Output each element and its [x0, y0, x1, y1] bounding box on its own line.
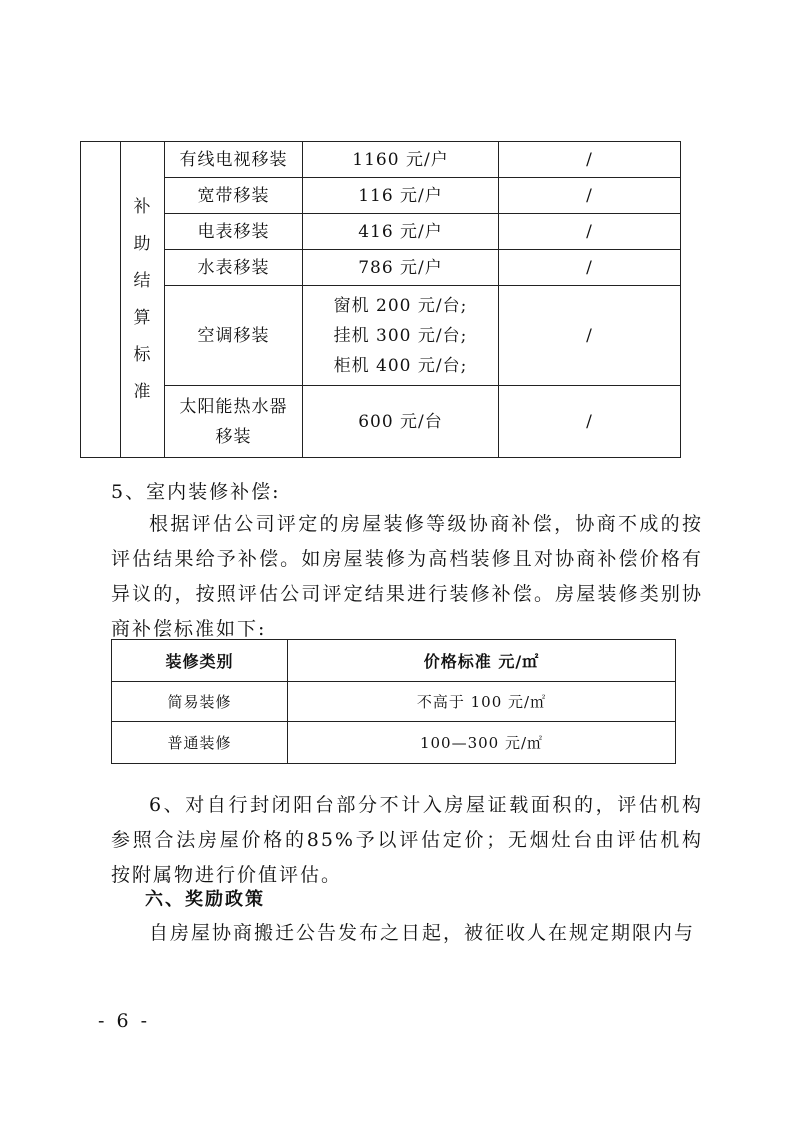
category-char: 助: [133, 233, 152, 254]
table-cell: 普通装修: [112, 722, 288, 764]
note-cell: /: [499, 250, 681, 286]
table-cell: 不高于 100 元/㎡: [288, 682, 676, 722]
item-cell: [165, 386, 303, 458]
price-line: 挂机 300 元/台;: [333, 325, 468, 346]
note-cell: /: [499, 286, 681, 386]
category-char: 标: [133, 344, 152, 365]
note-cell: /: [499, 142, 681, 178]
price-cell: 1160 元/户: [303, 142, 499, 178]
section5-body: 根据评估公司评定的房屋装修等级协商补偿，协商不成的按评估结果给予补偿。如房屋装修为高档装修且对协商补偿价格有异议的，按照评估公司评定结果进行装修补偿。房屋装修类别协商补偿标准如下:: [111, 513, 703, 640]
price-cell: 116 元/户: [303, 178, 499, 214]
price-line: 柜机 400 元/台;: [333, 355, 468, 376]
note-cell: /: [499, 214, 681, 250]
section6-body: 6、对自行封闭阳台部分不计入房屋证载面积的，评估机构参照合法房屋价格的85%予以评估定价；无烟灶台由评估机构按附属物进行价值评估。: [111, 794, 703, 886]
item-cell: 电表移装: [165, 214, 303, 250]
item-cell: 水表移装: [165, 250, 303, 286]
subsidy-table: [80, 141, 681, 458]
section5-heading: 5、室内装修补偿:: [111, 481, 281, 503]
price-cell: 600 元/台: [303, 386, 499, 458]
item-cell: 有线电视移装: [165, 142, 303, 178]
category-char: 准: [133, 381, 152, 402]
header-cell: 装修类别: [112, 640, 288, 682]
note-cell: /: [499, 386, 681, 458]
left-blank-cell: [81, 142, 121, 458]
table-cell: 简易装修: [112, 682, 288, 722]
item-line: 移装: [215, 426, 252, 447]
header-cell: 价格标准 元/㎡: [288, 640, 676, 682]
price-line: 窗机 200 元/台;: [333, 295, 468, 316]
category-char: 算: [133, 307, 152, 328]
category-char: 补: [133, 196, 152, 217]
page-number: - 6 -: [98, 1010, 151, 1032]
section-six-body: 自房屋协商搬迁公告发布之日起，被征收人在规定期限内与: [149, 922, 696, 944]
item-line: 太阳能热水器: [179, 396, 288, 417]
section-six-heading: 六、奖励政策: [145, 889, 265, 910]
item-cell: 宽带移装: [165, 178, 303, 214]
table-cell: 100—300 元/㎡: [288, 722, 676, 764]
decoration-table: [111, 639, 676, 764]
note-cell: /: [499, 178, 681, 214]
item-cell: 空调移装: [165, 286, 303, 386]
price-cell: 786 元/户: [303, 250, 499, 286]
price-cell: 416 元/户: [303, 214, 499, 250]
category-label-cell: [121, 142, 165, 458]
price-cell: [303, 286, 499, 386]
category-char: 结: [133, 270, 152, 291]
